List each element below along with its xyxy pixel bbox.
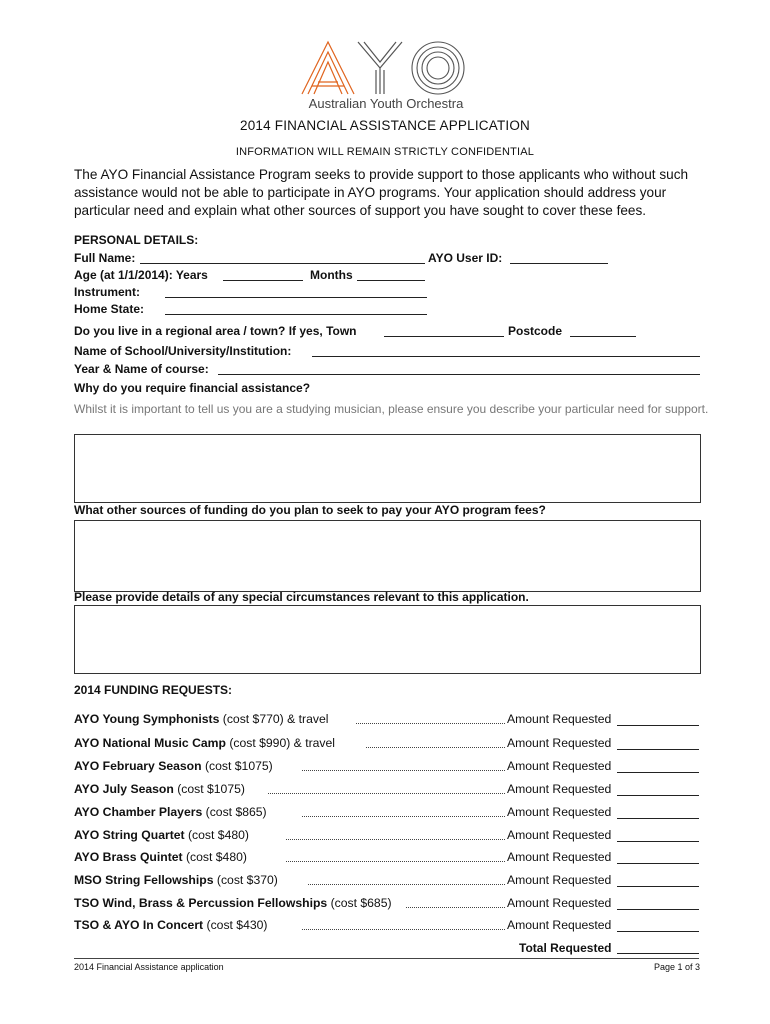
course-label: Year & Name of course: [74, 362, 209, 376]
amount-requested-label: Amount Requested [507, 828, 612, 842]
program-name: AYO Young Symphonists [74, 712, 220, 726]
amount-requested-label: Amount Requested [507, 805, 612, 819]
footer-title: 2014 Financial Assistance application [74, 962, 224, 972]
program-cost: (cost $685) [327, 896, 392, 910]
funding-requests-heading: 2014 FUNDING REQUESTS: [74, 683, 233, 697]
funding-row-label [74, 828, 249, 842]
footer-divider [74, 958, 699, 959]
amount-requested-field[interactable] [617, 909, 699, 910]
dot-leader [286, 839, 505, 840]
special-circumstances-textarea[interactable] [74, 605, 701, 674]
dot-leader [356, 723, 505, 724]
amount-requested-label: Amount Requested [507, 896, 612, 910]
amount-requested-field[interactable] [617, 863, 699, 864]
amount-requested-field[interactable] [617, 886, 699, 887]
home-state-label: Home State: [74, 302, 145, 316]
total-requested-label: Total Requested [519, 941, 612, 955]
dot-leader [366, 747, 505, 748]
amount-requested-label: Amount Requested [507, 712, 612, 726]
dot-leader [302, 816, 505, 817]
amount-requested-field[interactable] [617, 795, 699, 796]
dot-leader [268, 793, 505, 794]
total-requested-field[interactable] [617, 953, 699, 954]
program-cost: (cost $1075) [201, 759, 273, 773]
amount-requested-field[interactable] [617, 772, 699, 773]
amount-requested-field[interactable] [617, 931, 699, 932]
program-name: TSO & AYO In Concert [74, 918, 204, 932]
funding-row-label [74, 918, 267, 932]
program-cost: (cost $480) [184, 828, 249, 842]
program-name: AYO Chamber Players [74, 805, 203, 819]
course-field[interactable] [218, 374, 700, 375]
funding-row-label [74, 736, 335, 750]
form-title: 2014 FINANCIAL ASSISTANCE APPLICATION [240, 118, 530, 133]
amount-requested-label: Amount Requested [507, 759, 612, 773]
age-years-field[interactable] [223, 280, 303, 281]
postcode-field[interactable] [570, 336, 636, 337]
funding-row-label [74, 873, 278, 887]
program-cost: (cost $990) & travel [225, 736, 335, 750]
program-name: MSO String Fellowships [74, 873, 214, 887]
ayo-user-id-label: AYO User ID: [428, 251, 503, 265]
school-field[interactable] [312, 356, 700, 357]
other-sources-label: What other sources of funding do you plan to seek to pay your AYO program fees? [74, 503, 546, 517]
personal-details-heading: PERSONAL DETAILS: [74, 233, 199, 247]
dot-leader [308, 884, 505, 885]
logo-o-outline [412, 42, 464, 94]
full-name-field[interactable] [140, 263, 425, 264]
funding-row-label [74, 896, 392, 910]
logo-y-outline [358, 42, 402, 68]
amount-requested-label: Amount Requested [507, 782, 612, 796]
funding-row-label [74, 712, 328, 726]
why-assistance-textarea[interactable] [74, 434, 701, 503]
amount-requested-field[interactable] [617, 841, 699, 842]
program-cost: (cost $865) [202, 805, 267, 819]
dot-leader [286, 861, 505, 862]
amount-requested-label: Amount Requested [507, 873, 612, 887]
program-name: AYO String Quartet [74, 828, 185, 842]
amount-requested-field[interactable] [617, 725, 699, 726]
amount-requested-label: Amount Requested [507, 736, 612, 750]
age-years-label: Age (at 1/1/2014): Years [74, 268, 208, 282]
why-assistance-label: Why do you require financial assistance? [74, 381, 311, 395]
age-months-field[interactable] [357, 280, 425, 281]
funding-row-label [74, 782, 245, 796]
funding-row-label [74, 805, 267, 819]
amount-requested-label: Amount Requested [507, 918, 612, 932]
dot-leader [406, 907, 505, 908]
school-label: Name of School/University/Institution: [74, 344, 292, 358]
ayo-logo-mark [298, 36, 474, 112]
program-cost: (cost $770) & travel [219, 712, 329, 726]
regional-town-field[interactable] [384, 336, 504, 337]
funding-row-label [74, 759, 273, 773]
ayo-user-id-field[interactable] [510, 263, 608, 264]
regional-town-label: Do you live in a regional area / town? If yes, Town [74, 324, 357, 338]
program-cost: (cost $480) [182, 850, 247, 864]
dot-leader [302, 929, 505, 930]
amount-requested-field[interactable] [617, 749, 699, 750]
program-cost: (cost $430) [203, 918, 268, 932]
ayo-logo [298, 36, 474, 112]
special-circumstances-label: Please provide details of any special circumstances relevant to this application. [74, 590, 529, 604]
program-name: AYO National Music Camp [74, 736, 226, 750]
postcode-label: Postcode [508, 324, 563, 338]
program-name: TSO Wind, Brass & Percussion Fellowships [74, 896, 328, 910]
program-name: AYO Brass Quintet [74, 850, 183, 864]
page-number: Page 1 of 3 [653, 962, 700, 972]
program-name: AYO February Season [74, 759, 202, 773]
confidential-notice: INFORMATION WILL REMAIN STRICTLY CONFIDENTIAL [235, 146, 535, 158]
full-name-label: Full Name: [74, 251, 136, 265]
program-cost: (cost $1075) [173, 782, 245, 796]
instrument-field[interactable] [165, 297, 427, 298]
home-state-field[interactable] [165, 314, 427, 315]
logo-org-name: Australian Youth Orchestra [308, 96, 464, 111]
amount-requested-field[interactable] [617, 818, 699, 819]
age-months-label: Months [310, 268, 353, 282]
amount-requested-label: Amount Requested [507, 850, 612, 864]
other-sources-textarea[interactable] [74, 520, 701, 592]
instrument-label: Instrument: [74, 285, 140, 299]
program-cost: (cost $370) [213, 873, 278, 887]
intro-paragraph: The AYO Financial Assistance Program seeks to provide support to those applicants who without such assistance would not be able to participate in AYO programs. Your application should address your particular need and explain what other sources of support you have sought to cover these fees. [74, 167, 689, 218]
funding-row-label [74, 850, 247, 864]
program-name: AYO July Season [74, 782, 174, 796]
dot-leader [302, 770, 505, 771]
why-assistance-guidance: Whilst it is important to tell us you are a studying musician, please ensure you describe your particular need for support. [74, 402, 709, 416]
